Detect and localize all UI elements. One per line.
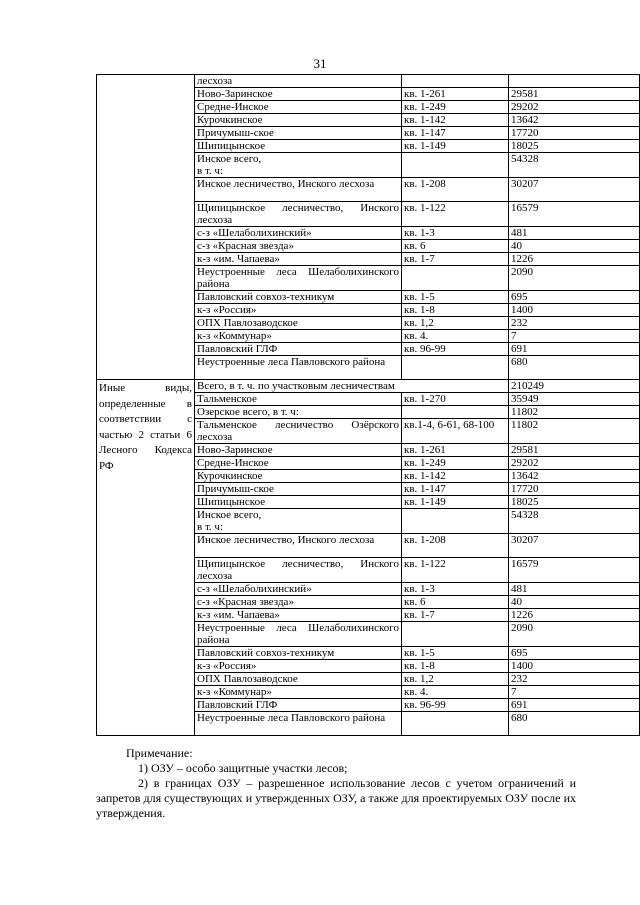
- area-name-cell: [195, 101, 402, 114]
- area-value-cell-text: 481: [511, 227, 528, 239]
- quarters-cell: [402, 343, 509, 356]
- area-name-cell: [195, 266, 402, 291]
- area-name-cell-text: Павловский совхоз-техникум: [197, 291, 335, 303]
- quarters-cell: [402, 304, 509, 317]
- area-name-cell: [195, 330, 402, 343]
- quarters-cell-text: кв. 1-249: [404, 101, 446, 113]
- area-name-cell-text: лесхоза: [197, 75, 233, 87]
- area-name-cell-text: Причумыш-ское: [197, 127, 274, 139]
- quarters-cell: [402, 101, 509, 114]
- area-name-cell: [195, 343, 402, 356]
- quarters-cell-text: кв. 4.: [404, 686, 429, 698]
- area-name-cell: [195, 509, 402, 534]
- quarters-cell: [402, 356, 509, 380]
- area-name-cell: [195, 240, 402, 253]
- quarters-cell-text: кв. 6: [404, 596, 426, 608]
- total-name-cell-text: Всего, в т. ч. по участковым лесничествам: [197, 380, 395, 392]
- area-name-cell: [195, 647, 402, 660]
- area-name-cell: [195, 317, 402, 330]
- area-value-cell-text: 11802: [511, 406, 539, 418]
- area-value-cell-text: 40: [511, 240, 522, 252]
- area-value-cell-text: 695: [511, 291, 528, 303]
- area-name-cell: [195, 496, 402, 509]
- area-value-cell-text: 17720: [511, 483, 539, 495]
- area-value-cell: [509, 444, 640, 457]
- area-value-cell: [509, 647, 640, 660]
- area-name-cell-text: Шипицынское: [197, 496, 266, 508]
- quarters-cell-text: кв. 1-147: [404, 127, 446, 139]
- quarters-cell: [402, 140, 509, 153]
- area-value-cell-text: 1226: [511, 253, 533, 265]
- area-value-cell-text: 7: [511, 330, 517, 342]
- area-value-cell: [509, 622, 640, 647]
- area-value-cell: [509, 253, 640, 266]
- quarters-cell-text: кв. 1-3: [404, 227, 435, 239]
- area-name-cell: [195, 202, 402, 227]
- quarters-cell-text: кв. 1-8: [404, 660, 435, 672]
- area-name-cell: [195, 304, 402, 317]
- quarters-cell: [402, 660, 509, 673]
- note-item-2: 2) в границах ОЗУ – разрешенное использование лесов с учетом ограничений и запретов для существующих и утвержденных ОЗУ, а также для проектируемых ОЗУ после их утверждения.: [96, 776, 576, 820]
- area-value-cell-text: 40: [511, 596, 522, 608]
- area-value-cell: [509, 202, 640, 227]
- area-name-cell: [195, 140, 402, 153]
- area-value-cell-text: 232: [511, 317, 528, 329]
- area-name-cell: [195, 153, 402, 178]
- total-area-cell: [509, 380, 640, 393]
- area-value-cell-text: 695: [511, 647, 528, 659]
- area-value-cell-text: 680: [511, 356, 528, 368]
- area-name-cell: [195, 114, 402, 127]
- area-value-cell: [509, 673, 640, 686]
- area-value-cell-text: 13642: [511, 470, 539, 482]
- area-value-cell-text: 1400: [511, 660, 533, 672]
- area-name-cell: [195, 444, 402, 457]
- area-name-cell-text: Инское всего, в т. ч:: [197, 509, 262, 533]
- area-value-cell: [509, 609, 640, 622]
- quarters-cell: [402, 88, 509, 101]
- area-name-cell: [195, 483, 402, 496]
- area-value-cell: [509, 406, 640, 419]
- area-name-cell-text: с-з «Шелаболихинский»: [197, 227, 312, 239]
- area-name-cell-text: Неустроенные леса Шелаболихинского района: [197, 266, 399, 290]
- quarters-cell-text: кв. 1-8: [404, 304, 435, 316]
- quarters-cell-text: кв. 1-5: [404, 291, 435, 303]
- quarters-cell: [402, 266, 509, 291]
- category-cell-continued: [97, 75, 195, 380]
- forest-areas-table: [96, 74, 640, 736]
- area-value-cell-text: 54328: [511, 153, 539, 165]
- area-name-cell-text: к-з «Россия»: [197, 660, 257, 672]
- quarters-cell-text: кв. 1,2: [404, 317, 434, 329]
- table-row: [97, 75, 640, 88]
- area-value-cell-text: 17720: [511, 127, 539, 139]
- area-name-cell-text: ОПХ Павлозаводское: [197, 317, 298, 329]
- area-name-cell: [195, 686, 402, 699]
- area-value-cell-text: 30207: [511, 178, 539, 190]
- quarters-cell: [402, 291, 509, 304]
- area-value-cell-text: 16579: [511, 202, 539, 214]
- area-value-cell: [509, 101, 640, 114]
- quarters-cell-text: кв. 1-122: [404, 202, 446, 214]
- quarters-cell-text: кв. 1-142: [404, 470, 446, 482]
- area-value-cell: [509, 330, 640, 343]
- area-value-cell-text: 18025: [511, 496, 539, 508]
- quarters-cell: [402, 127, 509, 140]
- area-value-cell: [509, 114, 640, 127]
- area-value-cell: [509, 686, 640, 699]
- area-value-cell-text: 54328: [511, 509, 539, 521]
- area-value-cell: [509, 660, 640, 673]
- area-value-cell: [509, 75, 640, 88]
- area-value-cell: [509, 699, 640, 712]
- quarters-cell: [402, 202, 509, 227]
- quarters-cell-text: кв. 1-249: [404, 457, 446, 469]
- quarters-cell: [402, 419, 509, 444]
- quarters-cell-text: кв. 1-270: [404, 393, 446, 405]
- quarters-cell: [402, 647, 509, 660]
- area-name-cell-text: Инское лесничество, Инского лесхоза: [197, 178, 375, 190]
- area-value-cell: [509, 291, 640, 304]
- area-name-cell-text: Щипицынское лесничество, Инского лесхоза: [197, 202, 399, 226]
- area-name-cell-text: к-з «им. Чапаева»: [197, 609, 280, 621]
- area-value-cell: [509, 534, 640, 558]
- quarters-cell: [402, 406, 509, 419]
- quarters-cell: [402, 317, 509, 330]
- category-cell: [97, 380, 195, 736]
- area-value-cell: [509, 127, 640, 140]
- area-name-cell-text: Причумыш-ское: [197, 483, 274, 495]
- quarters-cell-text: кв. 1-261: [404, 88, 446, 100]
- area-name-cell-text: к-з «Коммунар»: [197, 330, 272, 342]
- area-name-cell-text: Курочкинское: [197, 470, 263, 482]
- area-value-cell: [509, 596, 640, 609]
- quarters-cell: [402, 330, 509, 343]
- area-value-cell-text: 2090: [511, 622, 533, 634]
- area-value-cell: [509, 457, 640, 470]
- area-name-cell: [195, 419, 402, 444]
- area-name-cell: [195, 253, 402, 266]
- quarters-cell: [402, 227, 509, 240]
- area-name-cell-text: ОПХ Павлозаводское: [197, 673, 298, 685]
- area-name-cell-text: Средне-Инское: [197, 101, 269, 113]
- quarters-cell-text: кв. 1-261: [404, 444, 446, 456]
- quarters-cell: [402, 699, 509, 712]
- area-name-cell-text: Тальменское: [197, 393, 257, 405]
- area-value-cell: [509, 153, 640, 178]
- area-name-cell-text: Неустроенные леса Павловского района: [197, 712, 386, 724]
- area-name-cell: [195, 609, 402, 622]
- area-value-cell: [509, 304, 640, 317]
- quarters-cell: [402, 178, 509, 202]
- quarters-cell-text: кв. 96-99: [404, 699, 446, 711]
- quarters-cell: [402, 253, 509, 266]
- area-name-cell: [195, 457, 402, 470]
- area-name-cell-text: Неустроенные леса Павловского района: [197, 356, 386, 368]
- area-name-cell: [195, 660, 402, 673]
- area-name-cell-text: Ново-Заринское: [197, 88, 273, 100]
- area-name-cell: [195, 622, 402, 647]
- area-value-cell-text: 11802: [511, 419, 539, 431]
- note-title: Примечание:: [126, 746, 193, 760]
- area-value-cell: [509, 140, 640, 153]
- area-value-cell-text: 18025: [511, 140, 539, 152]
- total-name-cell: [195, 380, 509, 393]
- area-name-cell-text: Павловский совхоз-техникум: [197, 647, 335, 659]
- quarters-cell-text: кв. 1-122: [404, 558, 446, 570]
- area-name-cell-text: с-з «Красная звезда»: [197, 596, 294, 608]
- area-name-cell: [195, 712, 402, 736]
- note-item-1: 1) ОЗУ – особо защитные участки лесов;: [138, 761, 348, 775]
- quarters-cell-text: кв. 1-3: [404, 583, 435, 595]
- area-value-cell-text: 16579: [511, 558, 539, 570]
- area-value-cell: [509, 356, 640, 380]
- quarters-cell: [402, 712, 509, 736]
- quarters-cell: [402, 470, 509, 483]
- area-name-cell: [195, 356, 402, 380]
- area-name-cell: [195, 88, 402, 101]
- area-name-cell: [195, 178, 402, 202]
- quarters-cell-text: кв. 1-5: [404, 647, 435, 659]
- area-name-cell-text: Ново-Заринское: [197, 444, 273, 456]
- area-value-cell-text: 691: [511, 343, 528, 355]
- quarters-cell: [402, 583, 509, 596]
- quarters-cell-text: кв. 1-142: [404, 114, 446, 126]
- area-value-cell: [509, 483, 640, 496]
- area-name-cell-text: Инское всего, в т. ч:: [197, 153, 262, 177]
- area-name-cell: [195, 673, 402, 686]
- quarters-cell: [402, 457, 509, 470]
- area-name-cell-text: Тальменское лесничество Озёрского лесхоза: [197, 419, 399, 443]
- quarters-cell-text: кв. 1-208: [404, 534, 446, 546]
- area-name-cell: [195, 558, 402, 583]
- area-value-cell: [509, 496, 640, 509]
- area-name-cell-text: с-з «Шелаболихинский»: [197, 583, 312, 595]
- area-value-cell-text: 232: [511, 673, 528, 685]
- quarters-cell: [402, 75, 509, 88]
- area-value-cell: [509, 88, 640, 101]
- area-name-cell-text: к-з «Россия»: [197, 304, 257, 316]
- quarters-cell: [402, 686, 509, 699]
- area-value-cell: [509, 558, 640, 583]
- area-name-cell: [195, 534, 402, 558]
- area-name-cell-text: Инское лесничество, Инского лесхоза: [197, 534, 375, 546]
- quarters-cell: [402, 596, 509, 609]
- area-value-cell: [509, 178, 640, 202]
- area-name-cell-text: Павловский ГЛФ: [197, 343, 278, 355]
- area-value-cell-text: 29581: [511, 88, 539, 100]
- area-value-cell: [509, 317, 640, 330]
- quarters-cell: [402, 153, 509, 178]
- area-value-cell: [509, 583, 640, 596]
- area-name-cell: [195, 596, 402, 609]
- area-value-cell-text: 2090: [511, 266, 533, 278]
- page-number: 31: [313, 56, 327, 71]
- area-name-cell-text: Шипицынское: [197, 140, 266, 152]
- area-value-cell: [509, 470, 640, 483]
- quarters-cell: [402, 558, 509, 583]
- area-name-cell: [195, 583, 402, 596]
- quarters-cell: [402, 496, 509, 509]
- area-name-cell: [195, 393, 402, 406]
- quarters-cell: [402, 114, 509, 127]
- area-name-cell: [195, 699, 402, 712]
- area-name-cell-text: Курочкинское: [197, 114, 263, 126]
- quarters-cell: [402, 240, 509, 253]
- area-name-cell-text: с-з «Красная звезда»: [197, 240, 294, 252]
- area-value-cell-text: 29581: [511, 444, 539, 456]
- area-name-cell-text: Неустроенные леса Шелаболихинского района: [197, 622, 399, 646]
- area-value-cell-text: 1226: [511, 609, 533, 621]
- quarters-cell-text: кв. 4.: [404, 330, 429, 342]
- quarters-cell-text: кв.1-4, 6-61, 68-100: [404, 419, 495, 431]
- quarters-cell-text: кв. 1-149: [404, 496, 446, 508]
- quarters-cell-text: кв. 1-149: [404, 140, 446, 152]
- area-value-cell: [509, 509, 640, 534]
- quarters-cell: [402, 673, 509, 686]
- quarters-cell: [402, 509, 509, 534]
- area-value-cell-text: 29202: [511, 457, 539, 469]
- area-name-cell: [195, 227, 402, 240]
- area-value-cell: [509, 227, 640, 240]
- area-value-cell: [509, 419, 640, 444]
- quarters-cell: [402, 444, 509, 457]
- area-name-cell: [195, 291, 402, 304]
- area-name-cell: [195, 470, 402, 483]
- area-name-cell: [195, 406, 402, 419]
- area-value-cell: [509, 240, 640, 253]
- area-name-cell-text: Озерское всего, в т. ч:: [197, 406, 299, 418]
- table-row-total: [97, 380, 640, 393]
- area-value-cell-text: 1400: [511, 304, 533, 316]
- area-name-cell-text: Павловский ГЛФ: [197, 699, 278, 711]
- area-value-cell-text: 30207: [511, 534, 539, 546]
- area-name-cell-text: к-з «Коммунар»: [197, 686, 272, 698]
- area-value-cell: [509, 266, 640, 291]
- quarters-cell: [402, 609, 509, 622]
- quarters-cell-text: кв. 6: [404, 240, 426, 252]
- area-name-cell: [195, 75, 402, 88]
- area-value-cell-text: 691: [511, 699, 528, 711]
- area-value-cell-text: 35949: [511, 393, 539, 405]
- area-value-cell-text: 481: [511, 583, 528, 595]
- quarters-cell: [402, 622, 509, 647]
- area-name-cell-text: к-з «им. Чапаева»: [197, 253, 280, 265]
- area-value-cell-text: 29202: [511, 101, 539, 113]
- quarters-cell-text: кв. 96-99: [404, 343, 446, 355]
- quarters-cell: [402, 393, 509, 406]
- quarters-cell-text: кв. 1-147: [404, 483, 446, 495]
- note-section: [96, 746, 576, 821]
- area-value-cell: [509, 343, 640, 356]
- quarters-cell: [402, 483, 509, 496]
- category-cell-text: Иные виды, определенные в соответствии с частью 2 статьи 6 Лесного Кодекса РФ: [99, 382, 192, 472]
- quarters-cell-text: кв. 1,2: [404, 673, 434, 685]
- area-value-cell-text: 7: [511, 686, 517, 698]
- area-value-cell: [509, 393, 640, 406]
- quarters-cell-text: кв. 1-7: [404, 253, 435, 265]
- quarters-cell: [402, 534, 509, 558]
- area-value-cell-text: 680: [511, 712, 528, 724]
- total-area-cell-text: 210249: [511, 380, 544, 392]
- area-name-cell-text: Щипицынское лесничество, Инского лесхоза: [197, 558, 399, 582]
- area-value-cell: [509, 712, 640, 736]
- area-name-cell-text: Средне-Инское: [197, 457, 269, 469]
- area-name-cell: [195, 127, 402, 140]
- quarters-cell-text: кв. 1-208: [404, 178, 446, 190]
- quarters-cell-text: кв. 1-7: [404, 609, 435, 621]
- area-value-cell-text: 13642: [511, 114, 539, 126]
